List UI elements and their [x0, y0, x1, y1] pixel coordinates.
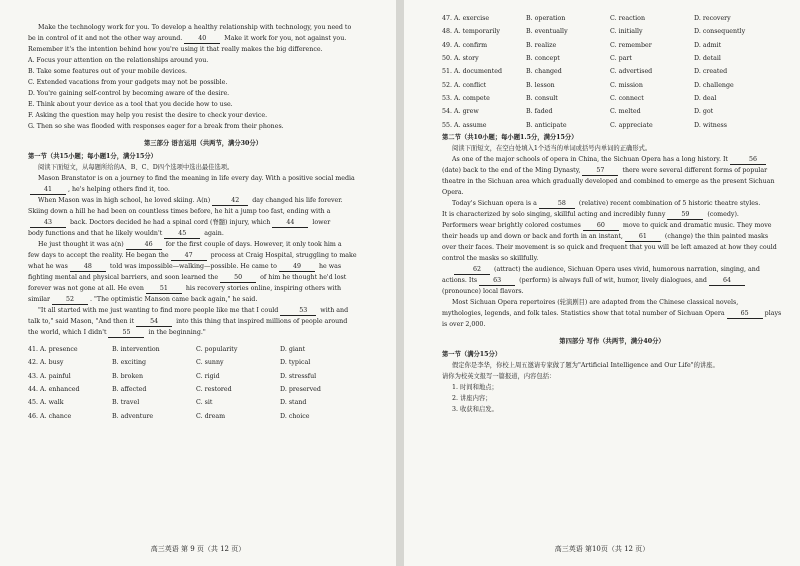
blank-56: 56: [730, 155, 766, 165]
blank-52: 52: [52, 295, 88, 305]
passage-line: few days to accept the reality. He began the 47 process at Craig Hospital, struggling to make: [28, 252, 357, 259]
choice-row: 52. A. conflict B. lesson C. mission D. challenge: [442, 81, 734, 89]
passage-line: similar 52 . "The optimistic Manson came back again," he said.: [28, 296, 258, 303]
writing-item: 2. 讲座内容；: [452, 394, 492, 402]
passage-line: their heads up and down or back and forth in an instant, 61 (change) the thin painted masks: [442, 232, 769, 240]
passage-para-4: Most Sichuan Opera repertoires (轮演剧目) are adapted from the Chinese classical novels,: [452, 298, 739, 306]
blank-44: 44: [272, 218, 308, 228]
intro-line: be in control of it and not the other way around. 40 Make it work for you, not against you.: [28, 35, 347, 42]
choice-row: 44. A. enhanced B. affected C. restored D. preserved: [28, 386, 321, 394]
page-10: [404, 0, 800, 566]
blank-47: 47: [171, 251, 207, 261]
option-g: G. Then so she was flooded with responses eager for a break from their phones.: [28, 123, 284, 130]
choice-row: 46. A. chance B. adventure C. dream D. choice: [28, 412, 310, 420]
writing-section1-title: 第一节（满分15分）: [442, 350, 502, 358]
passage-para-1: Mason Branstator is on a journey to find the meaning in life every day. With a positive social media: [38, 175, 355, 182]
passage-para-3: He just thought it was a(n) 46 for the first couple of days. However, it only took him a: [38, 241, 342, 248]
choice-row: 41. A. presence B. intervention C. popularity D. giant: [28, 346, 306, 354]
blank-51: 51: [146, 284, 182, 294]
passage-line: control the masks so skillfully.: [442, 254, 539, 262]
passage-line: the world, which I didn't 55 in the beginning.": [28, 329, 206, 336]
blank-54: 54: [136, 317, 172, 327]
blank-55: 55: [108, 328, 144, 338]
page-fold: [396, 0, 404, 566]
writing-prompt-2: 请你为校英文报写一篇报道，内容包括：: [442, 372, 556, 380]
passage-para-2: When Mason was in high school, he loved skiing. A(n) 42 day changed his life forever.: [38, 197, 343, 204]
page-footer: 高三英语 第10页（共 12 页）: [554, 545, 650, 553]
passage-line: Opera.: [442, 188, 464, 196]
option-e: E. Think about your device as a tool that you decide how to use.: [28, 101, 233, 108]
blank-58: 58: [539, 199, 575, 209]
page-9-content: [28, 22, 378, 423]
passage-line: what he was 48 told was impossible—walking—possible. He came to 49 he was: [28, 263, 342, 270]
option-a: A. Focus your attention on the relationships around you.: [28, 57, 209, 64]
blank-43: 43: [30, 218, 66, 228]
blank-45: 45: [164, 229, 200, 239]
choice-row: 55. A. assume B. anticipate C. appreciate D. witness: [442, 121, 728, 129]
passage-line: talk to," said Mason, "And then it 54 into this thing that inspired millions of people around: [28, 318, 348, 325]
writing-prompt: 假定你是李华，你校上周五邀请专家做了题为"Artificial Intelligence and Our Life"的讲座。: [452, 361, 719, 369]
section1-instructions: 阅读下面短文，从每题所给的A、B、C、D四个选项中选出最佳选项。: [38, 164, 234, 171]
choice-row: 42. A. busy B. exciting C. sunny D. typical: [28, 359, 311, 367]
passage-line: (date) back to the end of the Ming Dynasty, 57 there were several different forms of popular: [442, 166, 768, 174]
blank-48: 48: [70, 262, 106, 272]
passage-line: It is characterized by solo singing, skillful acting and incredibly funny 59 (comedy).: [442, 210, 739, 218]
passage-line: Performers wear brightly colored costumes 60 move to quick and dramatic music. They move: [442, 221, 772, 229]
choice-row: 51. A. documented B. changed C. advertised D. created: [442, 68, 728, 76]
option-f: F. Asking the question may help you resist the desire to check your device.: [28, 112, 268, 119]
page-9: [0, 0, 396, 566]
blank-40: 40: [184, 34, 220, 44]
passage-line: over their faces. Their movement is so quick and frequent that you will be left amazed at how they could: [442, 243, 777, 251]
blank-62: 62: [454, 265, 490, 275]
choice-row: 53. A. compete B. consult C. connect D. deal: [442, 94, 717, 102]
part4-title: 第四部分 写作（共两节，满分40分）: [559, 337, 665, 345]
choice-row: 50. A. story B. concept C. part D. detail: [442, 55, 721, 63]
option-c: C. Extended vacations from your gadgets may not be possible.: [28, 79, 228, 86]
choice-row: 54. A. grew B. faded C. melted D. got: [442, 108, 714, 116]
intro-line: Make the technology work for you. To develop a healthy relationship with technology, you need to: [38, 24, 352, 31]
passage-line: actions. Its 63 (perform) is always full of wit, humor, lively dialogues, and 64: [442, 275, 782, 286]
blank-42: 42: [212, 196, 248, 206]
part3-title: 第三部分 语言运用（共两节，满分30分）: [143, 140, 262, 147]
page-10-content: [442, 12, 782, 415]
blank-64: 64: [709, 276, 745, 286]
passage-para-2: Today's Sichuan opera is a 58 (relative) recent combination of 5 historic theatre styles.: [452, 199, 761, 207]
writing-item: 3. 收获和启发。: [452, 405, 498, 413]
passage-line: fighting mental and physical barriers, and soon learned the 50 of him he thought he'd lost: [28, 274, 347, 281]
passage-line: forever was not gone at all. He even 51 his recovery stories online, inspiring others with: [28, 285, 342, 292]
blank-65: 65: [727, 309, 763, 319]
blank-46: 46: [126, 240, 162, 250]
blank-50: 50: [220, 273, 256, 283]
passage-line: Skiing down a hill he had been on countless times before, he hit a jump too fast, ending with a: [28, 208, 331, 215]
choice-row: 45. A. walk B. travel C. sit D. stand: [28, 399, 307, 407]
blank-61: 61: [625, 232, 661, 242]
option-d: D. You're gaining self-control by becoming aware of the desire.: [28, 90, 230, 97]
passage-para-1: As one of the major schools of opera in China, the Sichuan Opera has a long history. It 56: [442, 154, 782, 165]
passage-line: 43 back. Doctors decided he had a spinal cord (脊髓) injury, which 44 lower: [28, 217, 378, 228]
choice-row: 47. A. exercise B. operation C. reaction D. recovery: [442, 15, 731, 23]
passage-line: mythologies, legends, and folk tales. Statistics show that total number of Sichuan Opera 65 plays is over 2,000.: [442, 309, 782, 328]
page-footer: 高三英语 第 9 页（共 12 页）: [150, 545, 246, 553]
choices-41-46: [28, 343, 378, 423]
blank-49: 49: [279, 262, 315, 272]
choices-47-55: [442, 12, 782, 132]
choice-row: 49. A. confirm B. realize C. remember D. admit: [442, 41, 722, 49]
passage-para-3: 62 (attract) the audience, Sichuan Opera uses vivid, humorous narration, singing, and: [442, 264, 782, 275]
section1-title: 第一节（共15小题；每小题1分，满分15分）: [28, 153, 157, 160]
writing-item: 1. 时间和地点；: [452, 383, 498, 391]
passage-line: theatre in the Sichuan area which gradually developed and combined to emerge as the present Sichuan: [442, 177, 775, 185]
choice-row: 48. A. temporarily B. eventually C. initially D. consequently: [442, 28, 746, 36]
blank-60: 60: [583, 221, 619, 231]
passage-line: body functions and that he likely wouldn't 45 again.: [28, 230, 224, 237]
blank-63: 63: [479, 276, 515, 286]
blank-53: 53: [280, 306, 316, 316]
blank-59: 59: [667, 210, 703, 220]
passage-para-1b: 41 , he's helping others find it, too.: [28, 184, 378, 195]
intro-line: Remember it's the intention behind how you're using it that really makes the big difference.: [28, 46, 323, 53]
section2-title: 第二节（共10小题；每小题1.5分，满分15分）: [442, 133, 578, 141]
blank-57: 57: [582, 166, 618, 176]
option-b: B. Take some features out of your mobile devices.: [28, 68, 188, 75]
choice-row: 43. A. painful B. broken C. rigid D. stressful: [28, 372, 317, 380]
blank-41: 41: [30, 185, 66, 195]
section2-instructions: 阅读下面短文，在空白处填入1个适当的单词或括号内单词的正确形式。: [452, 144, 652, 152]
passage-line: (pronounce) local flavors.: [442, 287, 524, 295]
passage-para-4: "It all started with me just wanting to find more people like me that I could 53 with and: [38, 307, 349, 314]
